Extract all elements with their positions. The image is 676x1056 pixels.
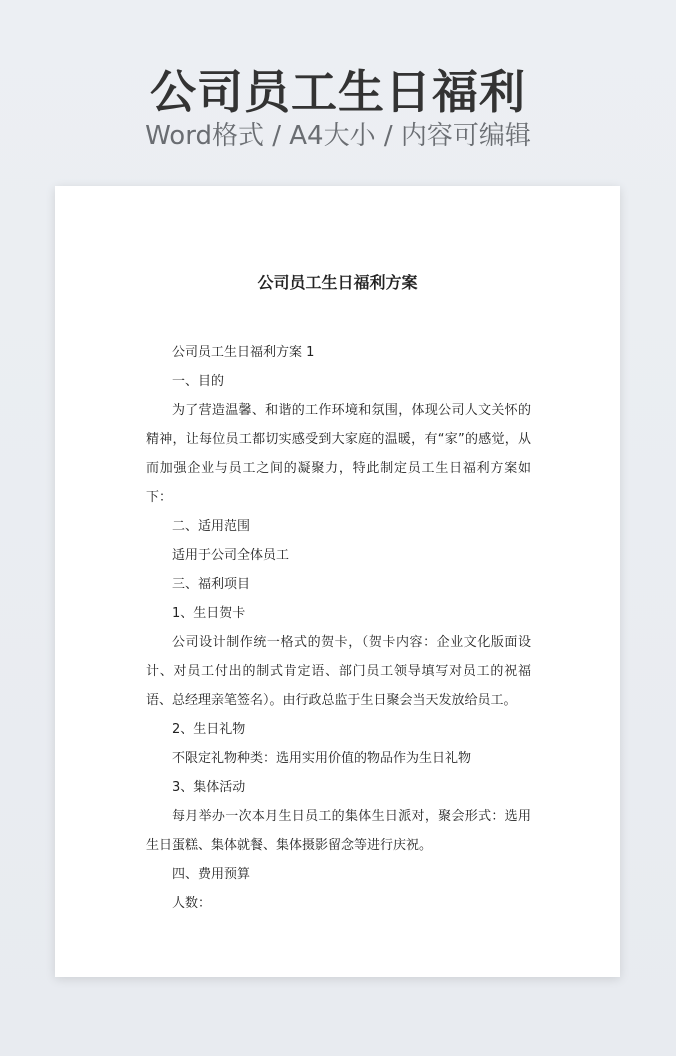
banner-subtitle: Word格式 / A4大小 / 内容可编辑	[145, 121, 531, 151]
paragraph-section-benefits: 三、福利项目	[172, 577, 251, 592]
paragraph-purpose-text: 为了营造温馨、和谐的工作环境和氛围，体现公司人文关怀的精神，让每位员工都切实感受到大家庭的温暖，有“家”的感觉，从而加强企业与员工之间的凝聚力，特此制定员工生日福利方案如下：	[146, 403, 531, 505]
paragraph-scope-text: 适用于公司全体员工	[172, 548, 290, 563]
paragraph-headcount: 人数：	[172, 896, 212, 911]
paragraph-item-card: 1、生日贺卡	[172, 606, 246, 621]
banner	[0, 0, 676, 186]
paragraph-gift-text: 不限定礼物种类：选用实用价值的物品作为生日礼物	[172, 751, 472, 766]
paragraph-activity-text: 每月举办一次本月生日员工的集体生日派对，聚会形式：选用生日蛋糕、集体就餐、集体摄影留念等进行庆祝。	[146, 809, 531, 853]
document-page	[55, 186, 620, 977]
paragraph-section-purpose: 一、目的	[172, 374, 225, 389]
paragraph-section-scope: 二、适用范围	[172, 519, 251, 534]
paragraph-card-text: 公司设计制作统一格式的贺卡，（贺卡内容：企业文化版面设计、对员工付出的制式肯定语、部门员工领导填写对员工的祝福语、总经理亲笔签名）。由行政总监于生日聚会当天发放给员工。	[146, 635, 531, 708]
paragraph-section-budget: 四、费用预算	[172, 867, 251, 882]
document-title: 公司员工生日福利方案	[257, 273, 418, 292]
banner-title: 公司员工生日福利	[150, 65, 526, 119]
paragraph-item-activity: 3、集体活动	[172, 780, 246, 795]
paragraph-item-gift: 2、生日礼物	[172, 722, 246, 737]
document-body	[146, 338, 531, 918]
paragraph-plan-heading: 公司员工生日福利方案 1	[172, 345, 315, 360]
